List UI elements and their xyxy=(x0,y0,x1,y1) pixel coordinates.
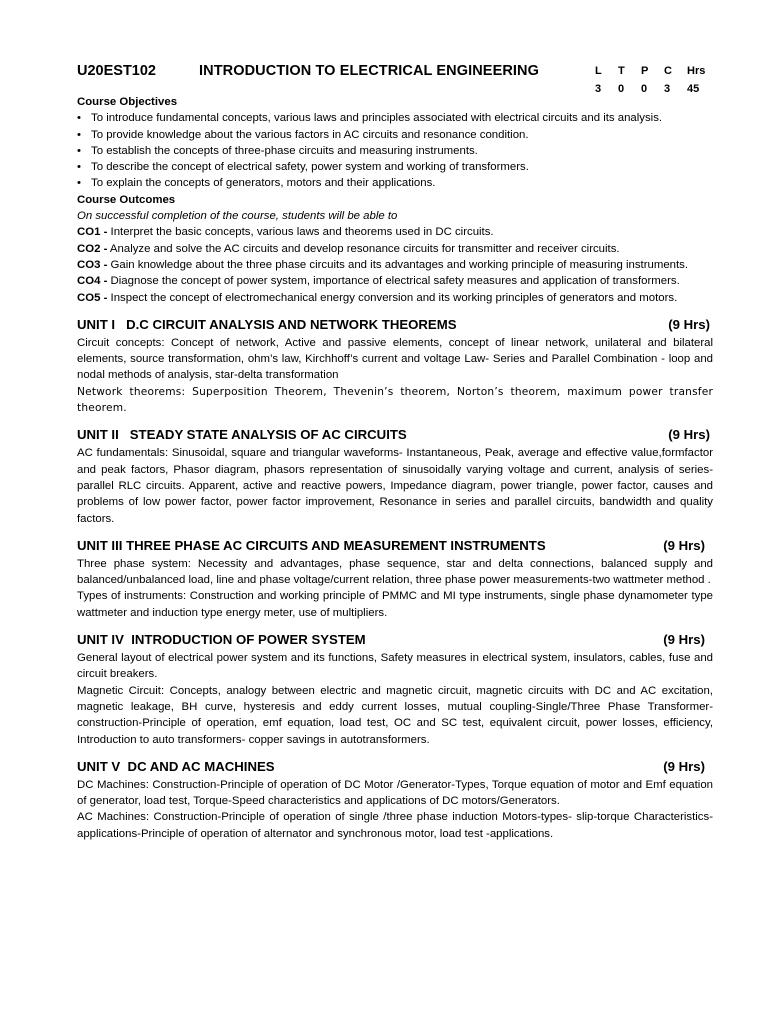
outcomes-intro: On successful completion of the course, students will be able to xyxy=(77,210,398,223)
ltpc-value-p: 0 xyxy=(641,83,648,95)
ltpc-value-hrs: 45 xyxy=(687,83,700,95)
outcome-text: Gain knowledge about the three phase circuits and its advantages and working principle of measuring instruments. xyxy=(107,258,689,271)
course-header xyxy=(77,62,713,95)
objective-item xyxy=(77,127,713,143)
unit-paragraph: Network theorems: Superposition Theorem, Thevenin’s theorem, Norton’s theorem, maximum power transfer theorem. xyxy=(77,385,713,415)
ltpc-label-l: L xyxy=(595,65,602,77)
unit-paragraph: General layout of electrical power system and its functions, Safety measures in electrical system, insulators, cables, fuse and circuit breakers. xyxy=(77,652,713,681)
outcome-item xyxy=(77,290,713,306)
unit-1-heading xyxy=(77,317,713,333)
objective-text: To introduce fundamental concepts, various laws and principles associated with electrical circuits and its analysis. xyxy=(91,112,663,125)
ltpc-labels-row xyxy=(595,62,717,80)
outcome-label: CO1 - xyxy=(77,226,108,239)
outcome-text: Inspect the concept of electromechanical energy conversion and its working principles of generators and motors. xyxy=(107,291,678,304)
unit-paragraph: DC Machines: Construction-Principle of operation of DC Motor /Generator-Types, Torque equation of motor and Emf equation of generator, load test, Torque-Speed characteristics and applications of DC motors/Generators. xyxy=(77,778,713,808)
bullet-icon: • xyxy=(77,177,81,190)
outcome-item xyxy=(77,241,713,257)
objectives-heading: Course Objectives xyxy=(77,96,178,108)
objective-text: To establish the concepts of three-phase circuits and measuring instruments. xyxy=(91,144,478,157)
ltpc-value-l: 3 xyxy=(595,83,602,95)
unit-title: UNIT IV INTRODUCTION OF POWER SYSTEM xyxy=(77,632,366,648)
bullet-icon: • xyxy=(77,144,81,157)
bullet-icon: • xyxy=(77,112,81,125)
outcome-item xyxy=(77,224,713,240)
outcome-text: Interpret the basic concepts, various laws and theorems used in DC circuits. xyxy=(107,226,494,239)
unit-paragraph: Three phase system: Necessity and advantages, phase sequence, star and delta connections, balanced supply and balanced/unbalanced load, line and phase voltage/current relation, three phase power measurements-two wattmeter method . xyxy=(77,557,713,587)
unit-4-heading xyxy=(77,632,713,648)
ltpc-value-c: 3 xyxy=(664,83,671,95)
ltpc-value-t: 0 xyxy=(618,83,625,95)
bullet-icon: • xyxy=(77,161,81,174)
unit-hours: (9 Hrs) xyxy=(663,537,705,553)
unit-paragraph: AC Machines: Construction-Principle of operation of single /three phase induction Motors-types- slip-torque Characteristics-applications-Principle of operation of alternator and synchronous motor, load test -applications. xyxy=(77,811,713,840)
unit-hours: (9 Hrs) xyxy=(663,632,705,648)
outcome-item xyxy=(77,273,713,289)
unit-hours: (9 Hrs) xyxy=(668,427,710,443)
ltpc-label-t: T xyxy=(618,65,625,77)
objective-text: To provide knowledge about the various factors in AC circuits and resonance condition. xyxy=(91,128,529,141)
outcome-label: CO4 - xyxy=(77,275,108,288)
course-code: U20EST102 xyxy=(77,63,156,79)
objective-item xyxy=(77,159,713,175)
ltpc-label-p: P xyxy=(641,65,649,77)
objectives-list xyxy=(77,110,713,191)
unit-hours: (9 Hrs) xyxy=(663,758,705,774)
course-title: INTRODUCTION TO ELECTRICAL ENGINEERING xyxy=(199,63,539,79)
outcome-text: Diagnose the concept of power system, importance of electrical safety measures and application of transformers. xyxy=(107,275,680,288)
unit-title: UNIT I D.C CIRCUIT ANALYSIS AND NETWORK THEOREMS xyxy=(77,316,457,332)
unit-title: UNIT V DC AND AC MACHINES xyxy=(77,758,275,774)
unit-paragraph: Magnetic Circuit: Concepts, analogy between electric and magnetic circuit, magnetic circuits with DC and AC excitation, magnetic leakage, BH curve, hysteresis and eddy current losses, mutual coupling-Single/Three Phase Transformer- construction-Principle of operation, emf equation, load test, OC and SC test, equivalent circuit, power losses, efficiency, Introduction to auto transformers- copper savings in autotransformers. xyxy=(77,684,713,746)
unit-2-heading xyxy=(77,427,713,443)
unit-paragraph: Circuit concepts: Concept of network, Active and passive elements, concept of linear network, unilateral and bilateral elements, source transformation, ohm’s law, Kirchhoff’s current and voltage Law- Series and Parallel Combination - loop and nodal methods of analysis, star-delta transformation xyxy=(77,336,713,382)
outcome-label: CO5 - xyxy=(77,291,108,304)
unit-5-heading xyxy=(77,759,713,775)
unit-title: UNIT III THREE PHASE AC CIRCUITS AND MEASUREMENT INSTRUMENTS xyxy=(77,537,546,553)
unit-paragraph: Types of instruments: Construction and working principle of PMMC and MI type instruments, single phase dynamometer type wattmeter and induction type energy meter, use of multipliers. xyxy=(77,590,713,619)
ltpc-label-hrs: Hrs xyxy=(687,65,706,77)
objective-text: To explain the concepts of generators, motors and their applications. xyxy=(91,177,436,190)
unit-hours: (9 Hrs) xyxy=(668,316,710,332)
ltpc-label-c: C xyxy=(664,65,672,77)
unit-title: UNIT II STEADY STATE ANALYSIS OF AC CIRCUITS xyxy=(77,427,407,443)
syllabus-body xyxy=(77,94,713,842)
objective-item xyxy=(77,143,713,159)
outcomes-heading: Course Outcomes xyxy=(77,193,176,206)
objective-text: To describe the concept of electrical safety, power system and working of transformers. xyxy=(91,161,529,174)
bullet-icon: • xyxy=(77,128,81,141)
unit-3-heading xyxy=(77,538,713,554)
outcome-text: Analyze and solve the AC circuits and develop resonance circuits for transmitter and receiver circuits. xyxy=(107,242,620,255)
ltpc-table xyxy=(595,62,717,98)
outcome-label: CO3 - xyxy=(77,258,108,271)
objective-item xyxy=(77,110,713,126)
outcome-label: CO2 - xyxy=(77,242,108,255)
unit-paragraph: AC fundamentals: Sinusoidal, square and triangular waveforms- Instantaneous, Peak, average and effective value,formfactor and peak factors, Phasor diagram, phasors representation of sinusoidally varying voltage and current, analysis of series-parallel RLC circuits. Apparent, active and reactive powers, Impedance diagram, power triangle, power factor, causes and problems of low power factor, power factor improvement, Resonance in series and parallel circuits, bandwidth and quality factors. xyxy=(77,447,713,525)
outcome-item xyxy=(77,257,713,273)
objective-item xyxy=(77,175,713,191)
